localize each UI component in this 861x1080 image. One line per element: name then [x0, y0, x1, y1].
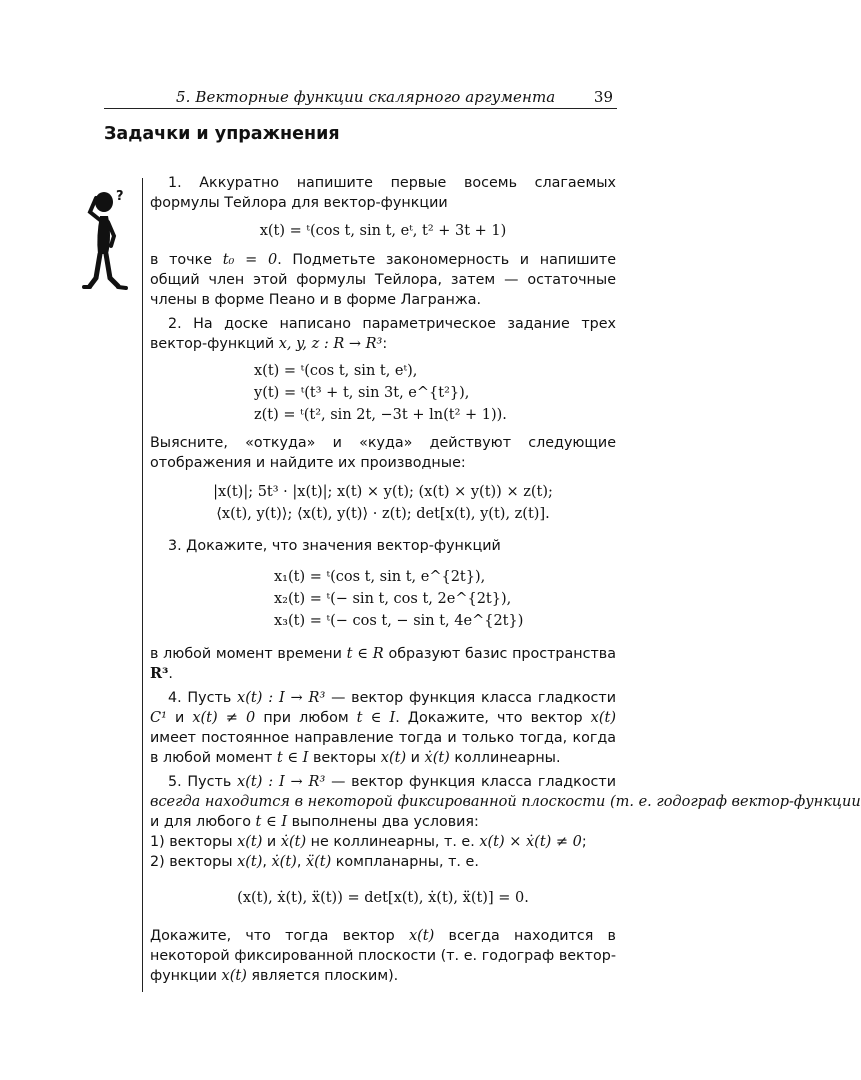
- exercise-body: [150, 173, 861, 986]
- exercise-1-text: в точке t₀ = 0. Подметьте закономерность и напишите общий член этой формулы Тейлора, затем — остаточные члены в форме Пеано и в форме Лагранжа.: [150, 252, 617, 308]
- exercise-4-text: 4. Пусть x(t) : I → R³ — вектор функция класса гладкости C¹ и x(t) ≠ 0 при любом t ∈ I. Докажите, что вектор x(t) имеет постоянное направление тогда и только тогда, когда в любой момент t ∈ I векторы x(t) и ẋ(t) коллинеарны.: [150, 690, 616, 766]
- maps-line-1: |x(t)|; 5t³ · |x(t)|; x(t) × y(t); (x(t) × y(t)) × z(t);: [213, 484, 553, 500]
- formula-y: y(t) = ᵗ(t³ + t, sin 3t, e^{t²}),: [254, 385, 470, 401]
- exercise-3-intro: 3. Докажите, что значения вектор-функций: [168, 538, 501, 554]
- formula-block-xyz: [150, 360, 616, 426]
- running-header: [104, 84, 617, 109]
- exercise-5-intro: 5. Пусть x(t) : I → R³ — вектор функция класса гладкости всегда находится в некоторой фиксированной плоскости (т. е. годограф вектор-функции и для любого t ∈ I выполнены два условия:: [150, 774, 861, 830]
- section-title: Задачки и упражнения: [104, 124, 340, 144]
- formula-block-maps: [150, 481, 616, 525]
- formula-x1: x₁(t) = ᵗ(cos t, sin t, e^{2t}),: [274, 569, 486, 585]
- thinking-person-icon: [84, 186, 134, 296]
- formula-x3: x₃(t) = ᵗ(− cos t, − sin t, 4e^{2t}): [274, 613, 524, 629]
- formula-block-basis: [150, 566, 616, 632]
- running-title: 5. Векторные функции скалярного аргумента: [176, 88, 556, 106]
- formula-z: z(t) = ᵗ(t², sin 2t, −3t + ln(t² + 1)).: [254, 407, 507, 423]
- exercise-2-question: Выясните, «откуда» и «куда» действуют следующие отображения и найдите их производные:: [150, 435, 616, 471]
- maps-line-2: ⟨x(t), y(t)⟩; ⟨x(t), y(t)⟩ · z(t); det[x(t), y(t), z(t)].: [216, 506, 550, 522]
- page-number: 39: [593, 88, 613, 106]
- svg-text:?: ?: [116, 189, 124, 204]
- formula-x2: x₂(t) = ᵗ(− sin t, cos t, 2e^{2t}),: [274, 591, 512, 607]
- exercise-2-intro: 2. На доске написано параметрическое задание трех вектор-функций x, y, z : R → R³:: [150, 316, 616, 352]
- formula-coplanar: (x(t), ẋ(t), ẍ(t)) = det[x(t), ẋ(t), ẍ(t)] = 0.: [237, 890, 529, 906]
- formula-x: x(t) = ᵗ(cos t, sin t, eᵗ),: [254, 363, 418, 379]
- exercise-3-text: в любой момент времени t ∈ R образуют базис пространства R³.: [150, 646, 616, 682]
- exercise-1-intro: 1. Аккуратно напишите первые восемь слагаемых формулы Тейлора для вектор-функции: [150, 175, 616, 211]
- exercise-5-condition-2: 2) векторы x(t), ẋ(t), ẍ(t) компланарны, т. е.: [150, 854, 479, 870]
- exercise-5-condition-1: 1) векторы x(t) и ẋ(t) не коллинеарны, т. е. x(t) × ẋ(t) ≠ 0;: [150, 834, 587, 850]
- formula-taylor-vector: x(t) = ᵗ(cos t, sin t, eᵗ, t² + 3t + 1): [259, 223, 507, 239]
- margin-rule: [142, 178, 143, 992]
- exercise-5-conclusion: Докажите, что тогда вектор x(t) всегда находится в некоторой фиксированной плоскости (т. е. годограф вектор-функции x(t) является плоским).: [150, 928, 616, 984]
